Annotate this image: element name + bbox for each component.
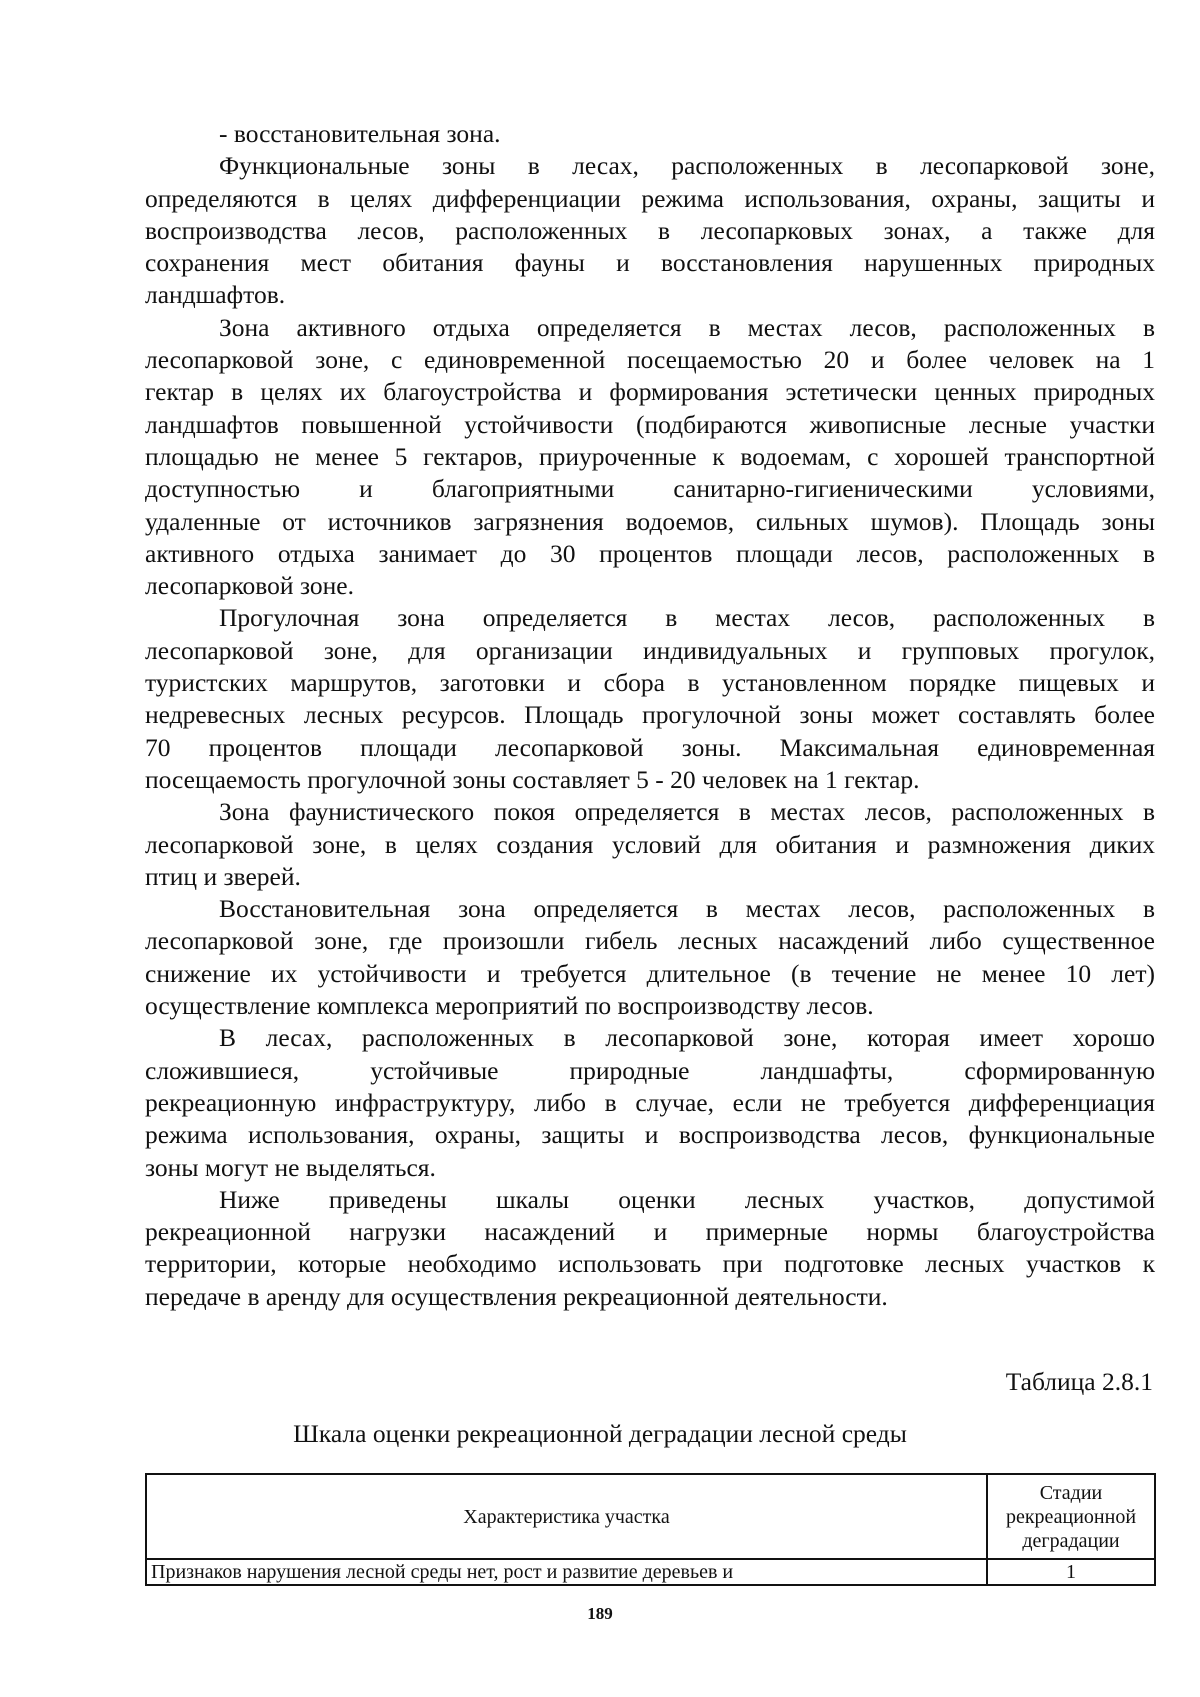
- text-line: гектар в целях их благоустройства и формирования эстетически ценных природных: [145, 377, 1155, 407]
- text-line: Восстановительная зона определяется в местах лесов, расположенных в: [219, 894, 1155, 924]
- degradation-table: [145, 1473, 1156, 1586]
- text-line: ландшафтов.: [145, 280, 286, 310]
- text-line: рекреационной нагрузки насаждений и примерные нормы благоустройства: [145, 1217, 1155, 1247]
- document-body: [145, 118, 1155, 1313]
- text-line: сложившиеся, устойчивые природные ландшафты, сформированную: [145, 1055, 1155, 1085]
- text-line: посещаемость прогулочной зоны составляет 5 - 20 человек на 1 гектар.: [145, 764, 920, 794]
- text-line: Функциональные зоны в лесах, расположенных в лесопарковой зоне,: [219, 151, 1155, 181]
- text-line: Прогулочная зона определяется в местах лесов, расположенных в: [219, 603, 1155, 633]
- text-line: доступностью и благоприятными санитарно-гигиеническими условиями,: [145, 474, 1155, 504]
- table-header-characteristic: Характеристика участка: [146, 1474, 987, 1559]
- text-line: снижение их устойчивости и требуется длительное (в течение не менее 10 лет): [145, 958, 1155, 988]
- text-line: лесопарковой зоне, где произошли гибель лесных насаждений либо существенное: [145, 926, 1155, 956]
- table-header-row: [146, 1474, 1155, 1559]
- text-line: зоны могут не выделяться.: [145, 1152, 436, 1182]
- text-line: Зона фаунистического покоя определяется в местах лесов, расположенных в: [219, 797, 1155, 827]
- table-header-stages: Стадии рекреационной деградации: [987, 1474, 1155, 1559]
- text-line: рекреационную инфраструктуру, либо в случае, если не требуется дифференциация: [145, 1087, 1155, 1117]
- table-title: Шкала оценки рекреационной деградации лесной среды: [293, 1419, 907, 1448]
- table-row: [146, 1559, 1155, 1585]
- text-line: недревесных лесных ресурсов. Площадь прогулочной зоны может составлять более: [145, 700, 1155, 730]
- text-line: лесопарковой зоне, в целях создания условий для обитания и размножения диких: [145, 829, 1155, 859]
- text-line: активного отдыха занимает до 30 процентов площади лесов, расположенных в: [145, 538, 1155, 568]
- text-line: воспроизводства лесов, расположенных в лесопарковых зонах, а также для: [145, 215, 1155, 245]
- page-number: 189: [587, 1604, 613, 1623]
- text-line: птиц и зверей.: [145, 861, 301, 891]
- text-line: - восстановительная зона.: [219, 119, 501, 148]
- text-line: лесопарковой зоне.: [145, 571, 354, 601]
- text-line: территории, которые необходимо использовать при подготовке лесных участков к: [145, 1249, 1155, 1279]
- text-line: осуществление комплекса мероприятий по воспроизводству лесов.: [145, 991, 874, 1021]
- table-cell-characteristic: Признаков нарушения лесной среды нет, рост и развитие деревьев и: [146, 1559, 987, 1585]
- text-line: площадью не менее 5 гектаров, приуроченные к водоемам, с хорошей транспортной: [145, 441, 1155, 471]
- text-line: режима использования, охраны, защиты и воспроизводства лесов, функциональные: [145, 1120, 1155, 1150]
- text-line: туристских маршрутов, заготовки и сбора в установленном порядке пищевых и: [145, 668, 1155, 698]
- text-line: удаленные от источников загрязнения водоемов, сильных шумов). Площадь зоны: [145, 506, 1155, 536]
- table-cell-stage: 1: [987, 1559, 1155, 1585]
- text-line: сохранения мест обитания фауны и восстановления нарушенных природных: [145, 248, 1155, 278]
- text-line: Ниже приведены шкалы оценки лесных участков, допустимой: [219, 1184, 1155, 1214]
- text-line: лесопарковой зоне, с единовременной посещаемостью 20 и более человек на 1: [145, 345, 1155, 375]
- table-caption: Таблица 2.8.1: [1005, 1367, 1153, 1396]
- text-line: В лесах, расположенных в лесопарковой зоне, которая имеет хорошо: [219, 1023, 1155, 1053]
- text-line: передаче в аренду для осуществления рекреационной деятельности.: [145, 1281, 888, 1311]
- text-line: лесопарковой зоне, для организации индивидуальных и групповых прогулок,: [145, 635, 1155, 665]
- text-line: определяются в целях дифференциации режима использования, охраны, защиты и: [145, 183, 1155, 213]
- text-line: ландшафтов повышенной устойчивости (подбираются живописные лесные участки: [145, 409, 1155, 439]
- text-line: 70 процентов площади лесопарковой зоны. Максимальная единовременная: [145, 732, 1155, 762]
- text-line: Зона активного отдыха определяется в местах лесов, расположенных в: [219, 312, 1155, 342]
